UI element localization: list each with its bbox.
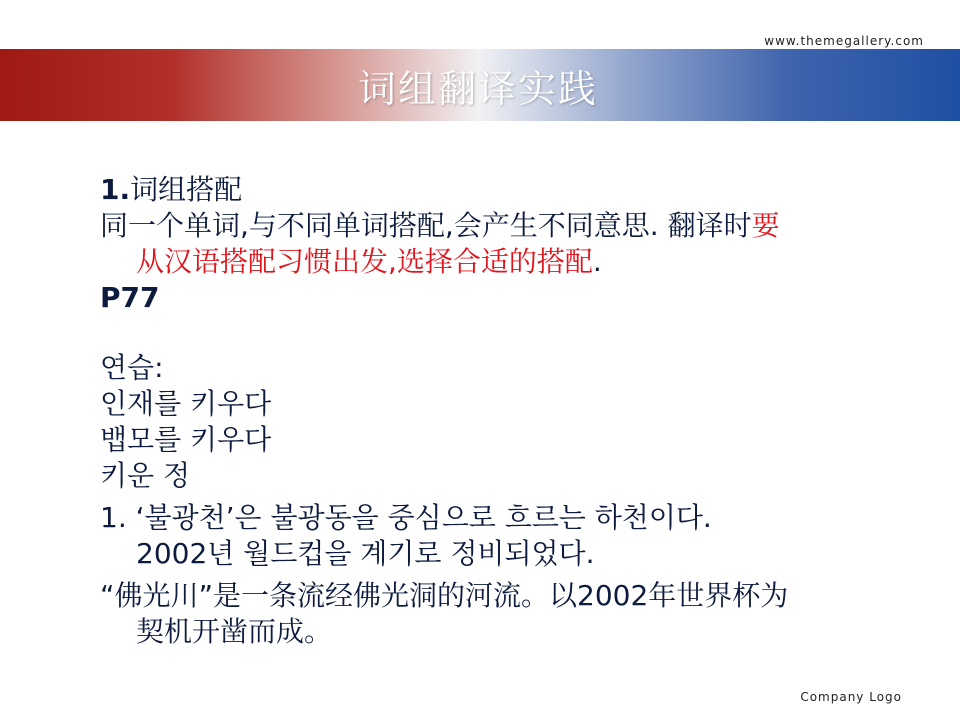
- item-title: 词组搭配: [130, 173, 243, 206]
- example-korean-line-1: 1. ‘불광천’은 불광동을 중심으로 흐르는 하천이다.: [100, 501, 712, 534]
- description-end: .: [592, 245, 602, 278]
- phrase-1: 인재를 키우다: [100, 387, 272, 420]
- company-logo: Company Logo: [800, 690, 902, 704]
- spacer: [100, 316, 900, 350]
- description-line-2: [100, 244, 900, 280]
- title-band: [0, 49, 960, 121]
- description-line-1: [100, 208, 900, 244]
- example-chinese-line-2: 契机开凿而成。: [136, 615, 333, 648]
- item-number: 1.: [100, 173, 131, 206]
- phrase-3: 키운 정: [100, 459, 191, 492]
- site-url: www.themegallery.com: [764, 34, 924, 48]
- slide-content: [100, 172, 900, 650]
- example-korean-line-2: 2002년 월드컵을 계기로 정비되었다.: [136, 537, 595, 570]
- example-chinese: [100, 578, 900, 650]
- practice-label: 연습:: [100, 351, 164, 384]
- description-text: 同一个单词,与不同单词搭配,会产生不同意思. 翻译时: [100, 209, 752, 242]
- item-heading: [100, 172, 900, 208]
- description-highlight: 从汉语搭配习惯出发,选择合适的搭配: [136, 245, 593, 278]
- phrase-2: 뱁모를 키우다: [100, 423, 272, 456]
- slide-title: 词组翻译实践: [357, 66, 598, 111]
- example-chinese-line-1: “佛光川”是一条流经佛光洞的河流。以2002年世界杯为: [100, 579, 789, 612]
- page-reference: P77: [100, 281, 160, 314]
- example-korean: [100, 500, 900, 572]
- description-highlight-start: 要: [751, 209, 780, 242]
